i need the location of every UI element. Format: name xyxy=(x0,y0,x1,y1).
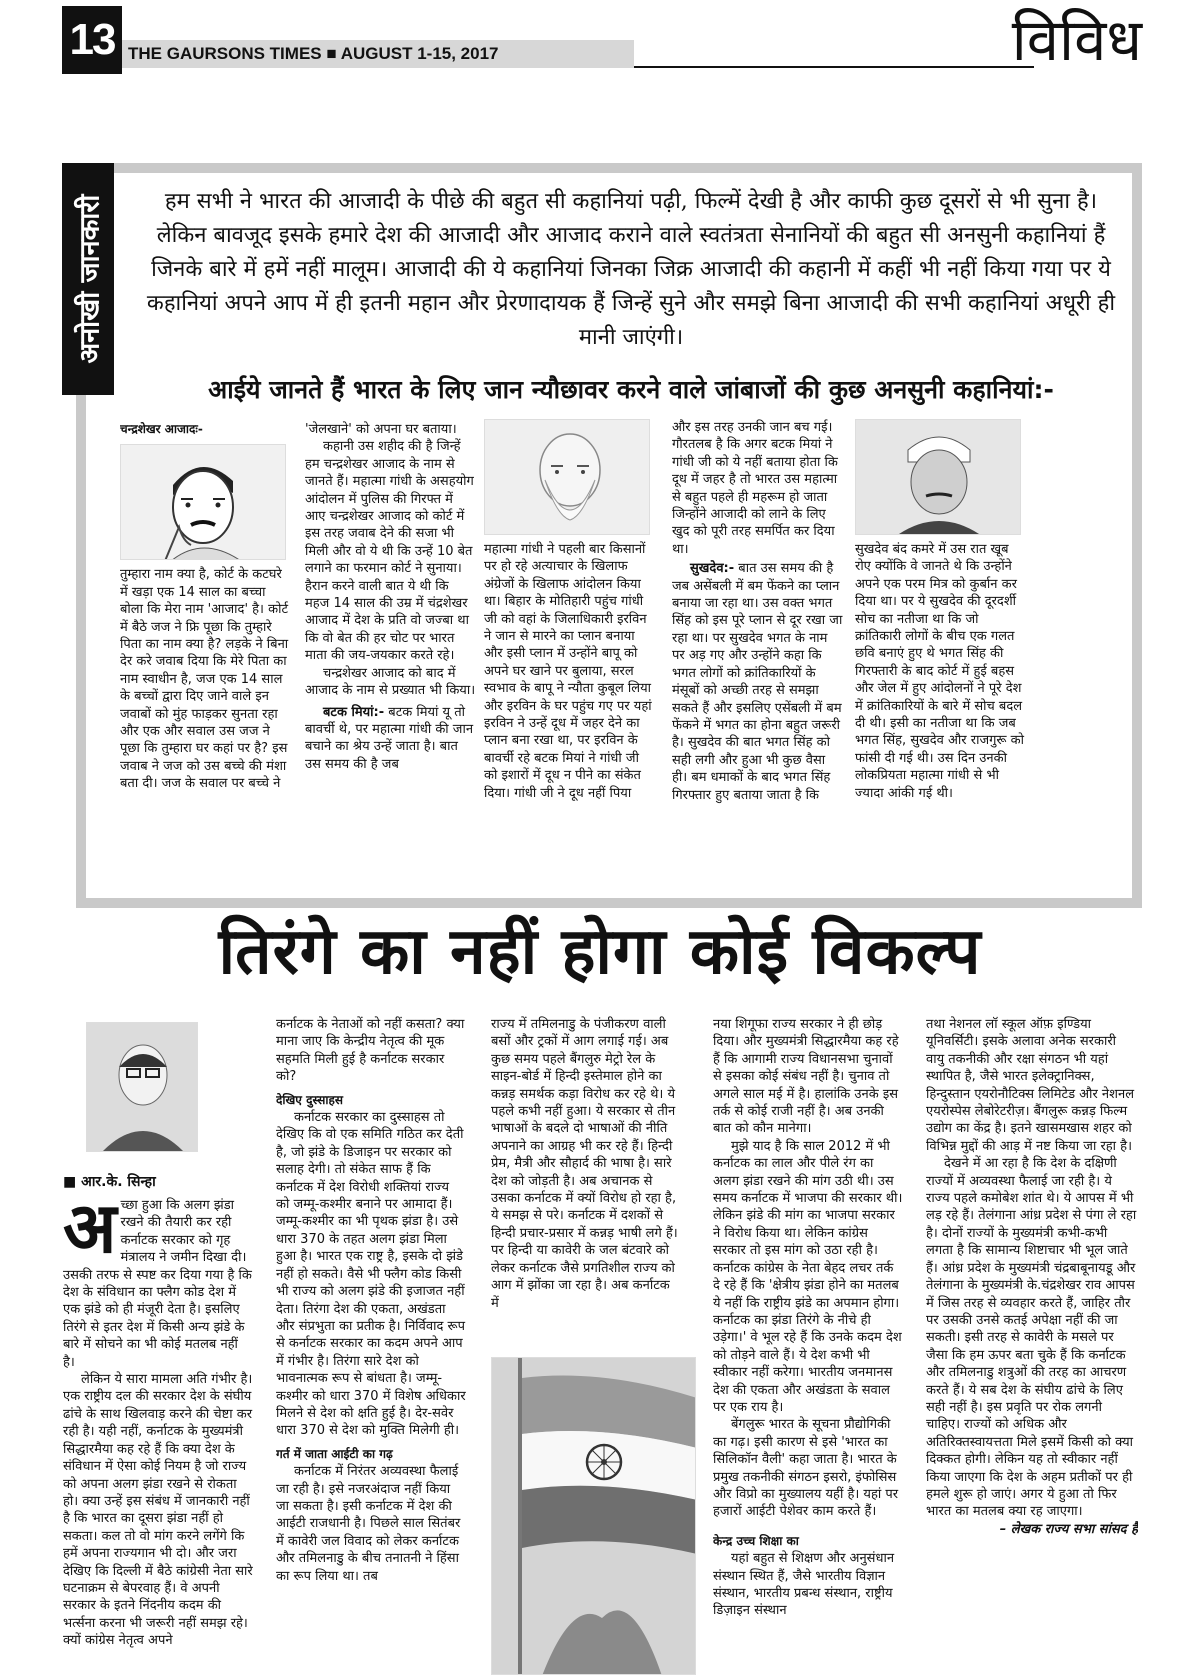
header-rule xyxy=(634,66,1034,68)
article-text-1: लेकिन ये सारा मामला अति गंभीर है। एक राष्ट्रीय दल की सरकार देश के संघीय ढांचे के साथ खिलवाड़ करने की चेष्टा कर रही है। यही नहीं, कर्नाटक के मुख्यमंत्री सिद्धारमैया कह रहे हैं कि क्या देश के संविधान में ऐसा कोई नियम है जो राज्य को अपना अलग झंडा रखने से रोकता हो। क्या उन्हें इस संबंध में जानकारी नहीं है कि भारत का दूसरा झंडा नहीं हो सकता। कल तो वो मांग करने लगेंगे कि हमें अपना राज्यगान भी दो। और जरा देखिए कि दिल्ली में बैठे कांग्रेसी नेता सारे घटनाक्रम से बेपरवाह हैं। वे अपनी सरकार के इतने निंदनीय कदम की भर्त्सना करना भी जरूरी नहीं समझ रहे। क्यों कांग्रेस नेतृत्व अपने xyxy=(63,1372,253,1649)
story-title-sukhdev: सुखदेव:- xyxy=(690,561,735,577)
article-column-3 xyxy=(491,1016,681,1356)
frame-bottom xyxy=(76,898,1142,908)
batak-story-cont: और इस तरह उनकी जान बच गई। गौरतलब है कि अगर बटक मियां ने गांधी जी को ये नहीं बताया होता कि दूध में जहर है तो भारत उस महात्मा से बहुत पहले ही महरूम हो जाता जिन्होंने आजादी को लाने के लिए खुद को पूरी तरह समर्पित कर दिया था। xyxy=(672,420,838,557)
sukhdev-portrait xyxy=(855,419,1021,535)
article-byline: ■ आर.के. सिन्हा xyxy=(63,1174,156,1190)
story-title-azad: चन्द्रशेखर आजादः- xyxy=(120,422,203,436)
article-text-3: कर्नाटक सरकार का दुस्साहस तो देखिए कि वो एक समिति गठित कर देती है, जो झंडे के डिजाइन पर सरकार को सलाह देगी। तो संकेत साफ हैं कि कर्नाटक में देश विरोधी शक्तियां राज्य को जम्मू-कश्मीर बनाने पर आमादा हैं। जम्मू-कश्मीर का भी पृथक झंडा है। उसे धारा 370 के तहत अलग झंडा मिला हुआ है। भारत एक राष्ट्र है, इसके दो झंडे नहीं हो सकते। वैसे भी फ्लैग कोड किसी भी राज्य को अलग झंडे की इजाजत नहीं देता। तिरंगा देश की एकता, अखंडता और संप्रभुता का प्रतीक है। निर्विवाद रूप से कर्नाटक सरकार का कदम अपने आप में गंभीर है। तिरंगा सारे देश को भावनात्मक रूप से बांधता है। जम्मू-कश्मीर को धारा 370 में विशेष अधिकार मिलने से देश को क्षति हुई है। देर-सवेर धारा 370 से देश को मुक्ति मिलेगी ही। xyxy=(276,1110,466,1439)
feature-box xyxy=(62,163,1142,908)
feature-column-3 xyxy=(484,419,656,896)
subhead-it-hub: गर्त में जाता आईटी का गढ़ xyxy=(276,1446,393,1461)
article-text-4: कर्नाटक में निरंतर अव्यवस्था फैलाई जा रही है। इसे नजरअंदाज नहीं किया जा सकता है। इसी कर्नाटक में देश की आईटी राजधानी है। पिछले साल सितंबर में कावेरी जल विवाद को लेकर कर्नाटक और तमिलनाडु के बीच तनातनी ने हिंसा का रूप लिया था। तब xyxy=(276,1464,461,1584)
article-column-2 xyxy=(276,1016,466,1676)
frame-right xyxy=(1132,163,1142,908)
feature-column-5 xyxy=(855,419,1027,896)
azad-portrait-drawing xyxy=(121,445,286,560)
frame-left xyxy=(76,379,86,908)
sukhdev-text: बात उस समय की है जब असेंबली में बम फेंकने का प्लान बनाया जा रहा था। उस वक्त भगत सिंह को इस पूरे प्लान से दूर रखा जा रहा था। पर सुखदेव भगत के नाम पर अड़ गए और उन्होंने कहा कि भगत लोगों को क्रांतिकारियों के मंसूबों को अच्छी तरह से समझा सकते हैं और इसलिए एसेंबली में बम फेंकने में भगत का होना बहुत जरूरी है। सुखदेव की बात भगत सिंह को सही लगी और हुआ भी कुछ वैसा ही। बम धमाकों के बाद भगत सिंह गिरफ्तार हुए बताया जाता है कि xyxy=(672,561,843,803)
sukhdev-portrait-drawing xyxy=(856,420,1021,535)
author-photo-drawing xyxy=(87,1023,198,1152)
section-title: विविध xyxy=(1011,6,1142,74)
azad-portrait xyxy=(120,444,286,560)
page-header xyxy=(62,6,1142,78)
feature-column-1 xyxy=(120,421,292,896)
article-text-11: देखने में आ रहा है कि देश के दक्षिणी राज्यों में अव्यवस्था फैलाई जा रही है। ये राज्य पहले कमोबेश शांत थे। ये आपस में भी लड़ रहे हैं। तेलंगाना आंध्र प्रदेश से पंगा ले रहा है। दोनों राज्यों के मुख्यमंत्री कभी-कभी लगता है कि सामान्य शिष्टाचार भी भूल जाते हैं। आंध्र प्रदेश के मुख्यमंत्री चंद्रबाबूनायडू और तेलंगाना के मुख्यमंत्री के.चंद्रशेखर राव आपस में जिस तरह से व्यवहार करते हैं, जाहिर तौर पर उसकी उनसे कतई अपेक्षा नहीं की जा सकती। इसी तरह से कावेरी के मसले पर जैसा कि हम ऊपर बता चुके हैं कि कर्नाटक और तमिलनाडु शत्रुओं की तरह का आचरण करते हैं। ये सब देश के संघीय ढांचे के लिए सही नहीं है। इस प्रवृति पर रोक लगनी चाहिए। राज्यों को अधिक और अतिरिक्तस्वायत्तता मिले इसमें किसी को क्या दिक्कत होगी। लेकिन यह तो स्वीकार नहीं किया जाएगा कि देश के अहम प्रतीकों पर ही हमले शुरू हो जाएं। अगर ये हुआ तो फिर भारत का मतलब क्या रह जाएगा। xyxy=(926,1156,1137,1520)
frame-top xyxy=(76,163,1142,173)
article-text-10: तथा नेशनल लॉ स्कूल ऑफ़ इण्डिया यूनिवर्सिटी। इसके अलावा अनेक सरकारी वायु तकनीकी और रक्षा संगठन भी यहां स्थापित है, जैसे भारत इलेक्ट्रानिक्स, हिन्दुस्तान एयरोनौटिक्स लिमिटेड और नेशनल एयरोस्पेस लेबोरेटरीज़। बैंगलुरू कन्नड़ फिल्म उद्योग का केंद्र है। इतने खासमखास शहर को विभिन्न मुद्दों की आड़ में नष्ट किया जा रहा है। xyxy=(926,1017,1135,1154)
article-lead: च्छा हुआ कि अलग झंडा रखने की तैयारी कर रही कर्नाटक सरकार को गृह मंत्रालय ने जमीन दिखा दी। उसकी तरफ से स्पष्ट कर दिया गया है कि देश के संविधान का फ्लैग कोड देश में एक झंडे को ही मंजूरी देता है। इसलिए तिरंगे से इतर देश में किसी अन्य झंडे के बारे में सोचने का भी कोई मतलब नहीं है। xyxy=(63,1198,252,1370)
azad-text: तुम्हारा नाम क्या है, कोर्ट के कटघरे में खड़ा एक 14 साल का बच्चा बोला कि मेरा नाम 'आजाद' है। कोर्ट में बैठे जज ने फ्रि पूछा कि तुम्हारे पिता का नाम क्या है? लड़के ने बिना देर करे जवाब दिया कि मेरे पिता का नाम स्वाधीन है, जज एक 14 साल के बच्चों द्वारा दिए जाने वाले इन जवाबों को मुंह फाड़कर सुनता रहा और एक और सवाल उस जज ने पूछा कि तुम्हारा घर कहां पर है? इस जवाब ने जज को उस बच्चे की मंशा बता दी। जज के सवाल पर बच्चे ने xyxy=(120,567,289,792)
author-photo xyxy=(86,1022,198,1152)
azad-fame: चन्द्रशेखर आजाद को बाद में आजाद के नाम से प्रख्यात भी किया। xyxy=(305,665,476,699)
article-column-1 xyxy=(63,1197,253,1675)
page-number: 13 xyxy=(62,6,122,74)
article-text-6: नया शिगूफा राज्य सरकार ने ही छोड़ दिया। और मुख्यमंत्री सिद्धारमैया कह रहे हैं कि आगामी राज्य विधानसभा चुनावों से इसका कोई संबंध नहीं है। चुनाव तो अगले साल मई में है। हालांकि उनके इस तर्क से कोई राजी नहीं है। अब उनकी बात को कौन मानेगा। xyxy=(713,1017,899,1137)
gandhi-portrait xyxy=(484,419,650,535)
article-text-9: यहां बहुत से शिक्षण और अनुसंधान संस्थान स्थित हैं, जैसे भारतीय विज्ञान संस्थान, भारतीय प्रबन्ध संस्थान, राष्ट्रीय डिज़ाइन संस्थान xyxy=(713,1551,895,1619)
feature-column-4 xyxy=(672,419,844,896)
article-text-8: बेंगलुरू भारत के सूचना प्रौद्योगिकी का गढ़। इसी कारण से इसे 'भारत का सिलिकॉन वैली' कहा जाता है। भारत के प्रमुख तकनीकी संगठन इसरो, इंफोसिस और विप्रो का मुख्यालय यहीं है। यहां पर हजारों आईटी पेशेवर काम करते हैं। xyxy=(713,1417,899,1520)
feature-tab xyxy=(62,163,114,395)
story-title-batak: बटक मियां:- xyxy=(323,704,385,720)
feature-tab-label: अनोखी जानकारी xyxy=(74,194,106,364)
article-text-5: राज्य में तमिलनाडु के पंजीकरण वाली बसों और ट्रकों में आग लगाई गई। अब कुछ समय पहले बैंगलुरु मेट्रो रेल के साइन-बोर्ड में हिन्दी इस्तेमाल होने का कन्नड़ समर्थक कड़ा विरोध कर रहे थे। ये पहले कभी नहीं हुआ। ये सरकार से तीन भाषाओं के बदले दो भाषाओं की नीति अपनाने का आग्रह भी कर रहे हैं। हिन्दी प्रेम, मैत्री और सौहार्द की भाषा है। सारे देश को जोड़ती है। अब अचानक से उसका कर्नाटक में क्यों विरोध हो रहा है, ये समझ से परे। कर्नाटक में दशकों से हिन्दी प्रचार-प्रसार में कन्नड़ भाषी लगे हैं। पर हिन्दी या कावेरी के जल बंटवारे को लेकर कर्नाटक जैसे प्रगतिशील राज्य को आग में झोंका जा रहा है। अब कर्नाटक में xyxy=(491,1017,678,1311)
tricolour-flag-image xyxy=(492,1358,696,1675)
feature-column-2 xyxy=(305,421,477,896)
sukhdev-story: सुखदेव बंद कमरे में उस रात खूब रोए क्योंकि वे जानते थे कि उन्होंने अपने एक परम मित्र को कुर्बान कर दिया था। पर ये सुखदेव की दूरदर्शी सोच का नतीजा था कि जो क्रांतिकारी लोगों के बीच एक गलत छवि बनाएं हुए थे भगत सिंह की गिरफ्तारी के बाद कोर्ट में हुई बहस और जेल में हुए आंदोलनों ने पूरे देश में क्रांतिकारियों के बारे में सोच बदल दी थी। इसी का नतीजा था कि जब भगत सिंह, सुखदेव और राजगुरू को फांसी दी गई थी। उस दिन उनकी लोकप्रियता महात्मा गांधी से भी ज्यादा आंकी गई थी। xyxy=(855,542,1024,801)
feature-subheading: आईये जानते हैं भारत के लिए जान न्यौछावर करने वाले जांबाजों की कुछ अनसुनी कहानियां:- xyxy=(208,375,1054,404)
batak-text: बटक मियां यू तो बावर्ची थे, पर महात्मा गांधी की जान बचाने का श्रेय उन्हें जाता है। बात उस समय की है जब xyxy=(305,704,474,772)
batak-story: महात्मा गांधी ने पहली बार किसानों पर हो रहे अत्याचार के खिलाफ अंग्रेजों के खिलाफ आंदोलन किया था। बिहार के मोतिहारी पहुंच गांधी जी को वहां के जिलाधिकारी इरविन ने जान से मारने का प्लान बनाया और इसी प्लान में उन्होंने बापू को अपने घर खाने पर बुलाया, सरल स्वभाव के बापू ने न्यौता कुबूल लिया और इरविन के घर पहुंच गए पर यहां इरविन ने उन्हें दूध में जहर देने का प्लान बना रखा था, पर इरविन के बावर्ची रहे बटक मियां ने गांधी जी को इशारों में दूध न पीने का संकेत दिया। गांधी जी ने दूध नहीं पिया xyxy=(484,542,652,801)
subhead-education: केन्द्र उच्च शिक्षा का xyxy=(713,1533,799,1548)
subhead-audacity: देखिए दुस्साहस xyxy=(276,1092,343,1107)
masthead: THE GAURSONS TIMES ■ AUGUST 1-15, 2017 xyxy=(122,40,634,68)
dropcap: अ xyxy=(63,1197,117,1269)
article-column-4 xyxy=(713,1016,903,1676)
azad-text-cont: 'जेलखाने' को अपना घर बताया। xyxy=(305,422,457,437)
gandhi-portrait-drawing xyxy=(485,420,650,535)
feature-intro: हम सभी ने भारत की आजादी के पीछे की बहुत सी कहानियां पढ़ी, फिल्में देखी है और काफी कुछ दूसरों से भी सुना है। लेकिन बावजूद इसके हमारे देश की आजादी और आजाद कराने वाले स्वतंत्रता सेनानियों की बहुत सी अनसुनी कहानियां हैं जिनके बारे में हमें नहीं मालूम। आजादी की ये कहानियां जिनका जिक्र आजादी की कहानी में कहीं भी नहीं किया गया पर ये कहानियां अपने आप में ही इतनी महान और प्रेरणादायक हैं जिन्हें सुने और समझे बिना आजादी की सभी कहानियां अधूरी ही मानी जाएंगी। xyxy=(146,189,1116,350)
article-headline: तिरंगे का नहीं होगा कोई विकल्प xyxy=(218,915,982,989)
author-note: – लेखक राज्य सभा सांसद हैं xyxy=(999,1521,1138,1537)
article-text-7: मुझे याद है कि साल 2012 में भी कर्नाटक का लाल और पीले रंग का अलग झंडा रखने की मांग उठी थी। उस समय कर्नाटक में भाजपा की सरकार थी। लेकिन झंडे की मांग का भाजपा सरकार ने विरोध किया था। लेकिन कांग्रेस सरकार तो इस मांग को उठा रही है। कर्नाटक कांग्रेस के नेता बेहद लचर तर्क दे रहे हैं कि 'क्षेत्रीय झंडा होने का मतलब ये नहीं कि राष्ट्रीय झंडे का अपमान होगा। कर्नाटक का झंडा तिरंगे के नीचे ही उड़ेगा।' वे भूल रहे हैं कि उनके कदम देश को तोड़ने वाले हैं। ये देश कभी भी स्वीकार नहीं करेगा। भारतीय जनमानस देश की एकता और अखंडता के सवाल पर एक राय है। xyxy=(713,1138,903,1415)
article-text-2: कर्नाटक के नेताओं को नहीं कसता? क्या माना जाए कि केन्द्रीय नेतृत्व की मूक सहमति मिली हुई है कर्नाटक सरकार को? xyxy=(276,1017,465,1085)
azad-story: कहानी उस शहीद की है जिन्हें हम चन्द्रशेखर आजाद के नाम से जानते हैं। महात्मा गांधी के असहयोग आंदोलन में पुलिस की गिरफ्त में आए चन्द्रशेखर आजाद को कोर्ट में इस तरह जवाब देने की सजा भी मिली और वो ये थी कि उन्हें 10 बेत लगाने का फरमान कोर्ट ने सुनाया। हैरान करने वाली बात ये थी कि महज 14 साल की उम्र में चंद्रशेखर आजाद में देश के प्रति वो जज्बा था कि वो बेत की हर चोट पर भारत माता की जय-जयकार करते रहे। xyxy=(305,439,474,664)
flag-photo xyxy=(491,1357,696,1675)
article-column-5 xyxy=(926,1016,1138,1676)
